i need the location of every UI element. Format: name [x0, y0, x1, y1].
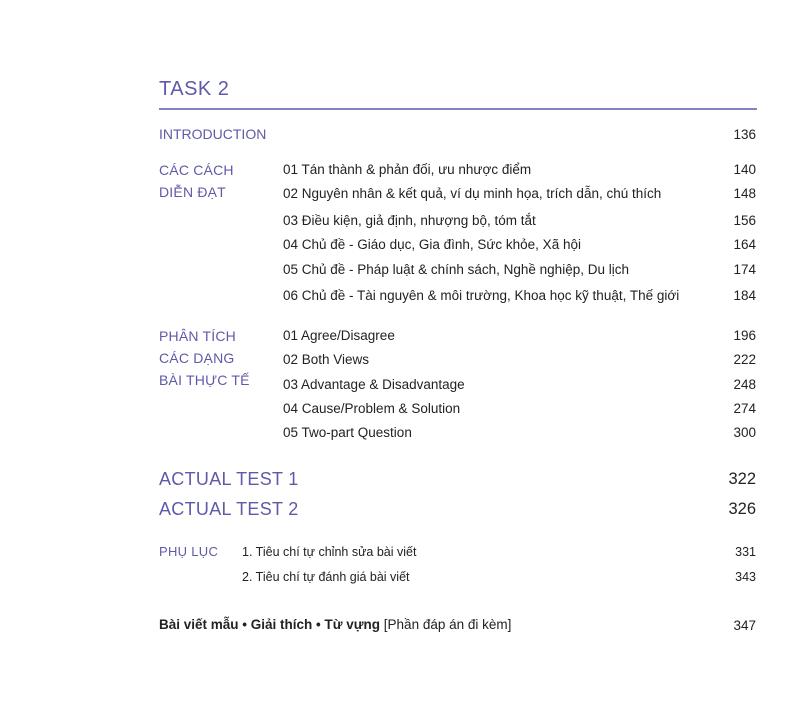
- toc-item[interactable]: 01 Agree/Disagree: [283, 328, 395, 343]
- toc-actual-test-1-page: 322: [728, 470, 756, 488]
- section-label-expressions: [159, 159, 234, 203]
- section-label-line: CÁC DẠNG: [159, 350, 235, 366]
- answer-key-bold: Bài viết mẫu • Giải thích • Từ vựng: [159, 617, 381, 632]
- toc-item-page: 164: [733, 237, 756, 252]
- toc-item-page: 184: [733, 288, 756, 303]
- toc-item[interactable]: 04 Cause/Problem & Solution: [283, 401, 461, 416]
- toc-item[interactable]: 05 Two-part Question: [283, 425, 412, 440]
- toc-intro-label[interactable]: INTRODUCTION: [159, 126, 267, 142]
- section-label-line: PHÂN TÍCH: [159, 328, 236, 344]
- toc-item-page: 248: [733, 377, 756, 392]
- answer-key-note: [Phần đáp án đi kèm]: [380, 617, 512, 632]
- toc-item-page: 148: [733, 186, 756, 201]
- appendix-label: PHỤ LỤC: [159, 544, 219, 559]
- toc-item[interactable]: 03 Advantage & Disadvantage: [283, 377, 465, 392]
- toc-item[interactable]: 05 Chủ đề - Pháp luật & chính sách, Nghề nghiệp, Du lịch: [283, 262, 629, 277]
- toc-item-page: 300: [733, 425, 756, 440]
- toc-item[interactable]: 02 Nguyên nhân & kết quả, ví dụ minh họa, trích dẫn, chú thích: [283, 186, 662, 201]
- toc-item-page: 140: [733, 162, 756, 177]
- section-label-line: BÀI THỰC TẾ: [159, 372, 250, 388]
- appendix-item-page: 331: [735, 545, 756, 559]
- toc-item[interactable]: 06 Chủ đề - Tài nguyên & môi trường, Khoa học kỹ thuật, Thế giới: [283, 288, 680, 303]
- toc-item-page: 156: [733, 213, 756, 228]
- toc-item[interactable]: 03 Điều kiện, giả định, nhượng bộ, tóm tắt: [283, 213, 536, 228]
- toc-item-page: 222: [733, 352, 756, 367]
- toc-item-page: 174: [733, 262, 756, 277]
- toc-answer-key[interactable]: [159, 617, 511, 632]
- section-label-line: DIỄN ĐẠT: [159, 184, 226, 200]
- toc-item[interactable]: 04 Chủ đề - Giáo dục, Gia đình, Sức khỏe, Xã hội: [283, 237, 581, 252]
- task-title: TASK 2: [159, 78, 230, 100]
- toc-actual-test-2[interactable]: ACTUAL TEST 2: [159, 499, 299, 519]
- toc-item[interactable]: 02 Both Views: [283, 352, 370, 367]
- toc-intro-page: 136: [733, 127, 756, 142]
- section-label-line: CÁC CÁCH: [159, 162, 234, 178]
- appendix-item[interactable]: 2. Tiêu chí tự đánh giá bài viết: [242, 570, 410, 584]
- section-label-analysis: [159, 325, 250, 391]
- toc-actual-test-2-page: 326: [728, 500, 756, 518]
- toc-item-page: 196: [733, 328, 756, 343]
- appendix-item-page: 343: [735, 570, 756, 584]
- toc-answer-key-page: 347: [733, 618, 756, 633]
- appendix-item[interactable]: 1. Tiêu chí tự chỉnh sửa bài viết: [242, 545, 417, 559]
- toc-item-page: 274: [733, 401, 756, 416]
- title-divider: [159, 108, 757, 110]
- toc-item[interactable]: 01 Tán thành & phản đối, ưu nhược điểm: [283, 162, 532, 177]
- toc-actual-test-1[interactable]: ACTUAL TEST 1: [159, 469, 299, 489]
